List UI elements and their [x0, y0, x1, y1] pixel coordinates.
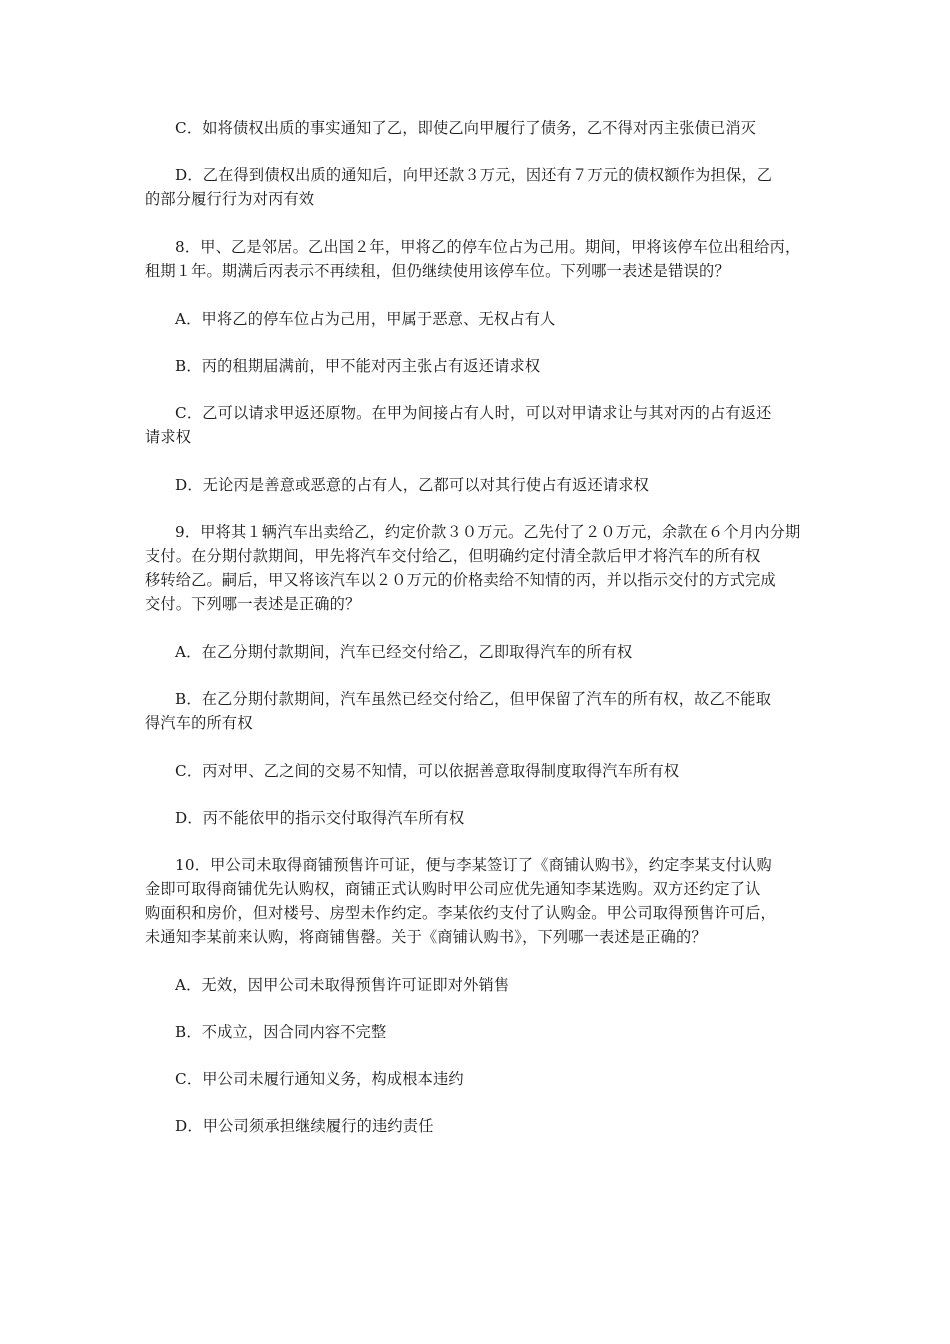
option-7c	[145, 116, 810, 140]
text-line: 9．甲将其１辆汽车出卖给乙，约定价款３０万元。乙先付了２０万元，余款在６个月内分期	[175, 523, 801, 541]
text-line: 得汽车的所有权	[145, 714, 253, 732]
text-line: B．丙的租期届满前，甲不能对丙主张占有返还请求权	[175, 357, 541, 375]
text-line: 8．甲、乙是邻居。乙出国２年，甲将乙的停车位占为己用。期间，甲将该停车位出租给丙，	[175, 238, 801, 256]
text-line: D．甲公司须承担继续履行的违约责任	[175, 1117, 434, 1135]
text-line: D．无论丙是善意或恶意的占有人，乙都可以对其行使占有返还请求权	[175, 476, 650, 494]
text-line: 购面积和房价，但对楼号、房型未作约定。李某依约支付了认购金。甲公司取得预售许可后，	[145, 904, 776, 922]
text-line: A．在乙分期付款期间，汽车已经交付给乙，乙即取得汽车的所有权	[175, 643, 633, 661]
text-line: 移转给乙。嗣后，甲又将该汽车以２０万元的价格卖给不知情的丙，并以指示交付的方式完成	[145, 571, 776, 589]
option-9c	[145, 759, 810, 783]
question-9	[145, 520, 810, 616]
text-line: D．丙不能依甲的指示交付取得汽车所有权	[175, 809, 465, 827]
question-10	[145, 853, 810, 949]
text-line: B．在乙分期付款期间，汽车虽然已经交付给乙，但甲保留了汽车的所有权，故乙不能取	[175, 690, 772, 708]
text-line: C．甲公司未履行通知义务，构成根本违约	[175, 1070, 464, 1088]
option-8b	[145, 354, 810, 378]
text-line: C．如将债权出质的事实通知了乙，即使乙向甲履行了债务，乙不得对丙主张债已消灭	[175, 119, 757, 137]
text-line: C．丙对甲、乙之间的交易不知情，可以依据善意取得制度取得汽车所有权	[175, 762, 680, 780]
option-7d	[145, 163, 810, 211]
text-line: A．甲将乙的停车位占为己用，甲属于恶意、无权占有人	[175, 310, 556, 328]
option-8c	[145, 401, 810, 449]
text-line: 交付。下列哪一表述是正确的？	[145, 595, 361, 613]
text-line: 金即可取得商铺优先认购权，商铺正式认购时甲公司应优先通知李某选购。双方还约定了认	[145, 880, 761, 898]
option-10c	[145, 1067, 810, 1091]
text-line: B．不成立，因合同内容不完整	[175, 1023, 387, 1041]
option-9d	[145, 806, 810, 830]
option-8a	[145, 307, 810, 331]
option-10b	[145, 1020, 810, 1044]
text-line: 未通知李某前来认购，将商铺售罄。关于《商铺认购书》，下列哪一表述是正确的？	[145, 928, 707, 946]
text-line: 的部分履行行为对丙有效	[145, 190, 315, 208]
option-10d	[145, 1114, 810, 1138]
option-9a	[145, 640, 810, 664]
option-8d	[145, 473, 810, 497]
question-8	[145, 235, 810, 283]
option-10a	[145, 973, 810, 997]
text-line: 10．甲公司未取得商铺预售许可证，便与李某签订了《商铺认购书》，约定李某支付认购	[175, 856, 772, 874]
text-line: 请求权	[145, 428, 192, 446]
text-line: 支付。在分期付款期间，甲先将汽车交付给乙，但明确约定付清全款后甲才将汽车的所有权	[145, 547, 761, 565]
document-page	[145, 116, 810, 1138]
text-line: D．乙在得到债权出质的通知后，向甲还款３万元，因还有７万元的债权额作为担保，乙	[175, 166, 773, 184]
text-line: A．无效，因甲公司未取得预售许可证即对外销售	[175, 976, 510, 994]
text-line: 租期１年。期满后丙表示不再续租，但仍继续使用该停车位。下列哪一表述是错误的？	[145, 262, 730, 280]
option-9b	[145, 687, 810, 735]
text-line: C．乙可以请求甲返还原物。在甲为间接占有人时，可以对甲请求让与其对丙的占有返还	[175, 404, 772, 422]
